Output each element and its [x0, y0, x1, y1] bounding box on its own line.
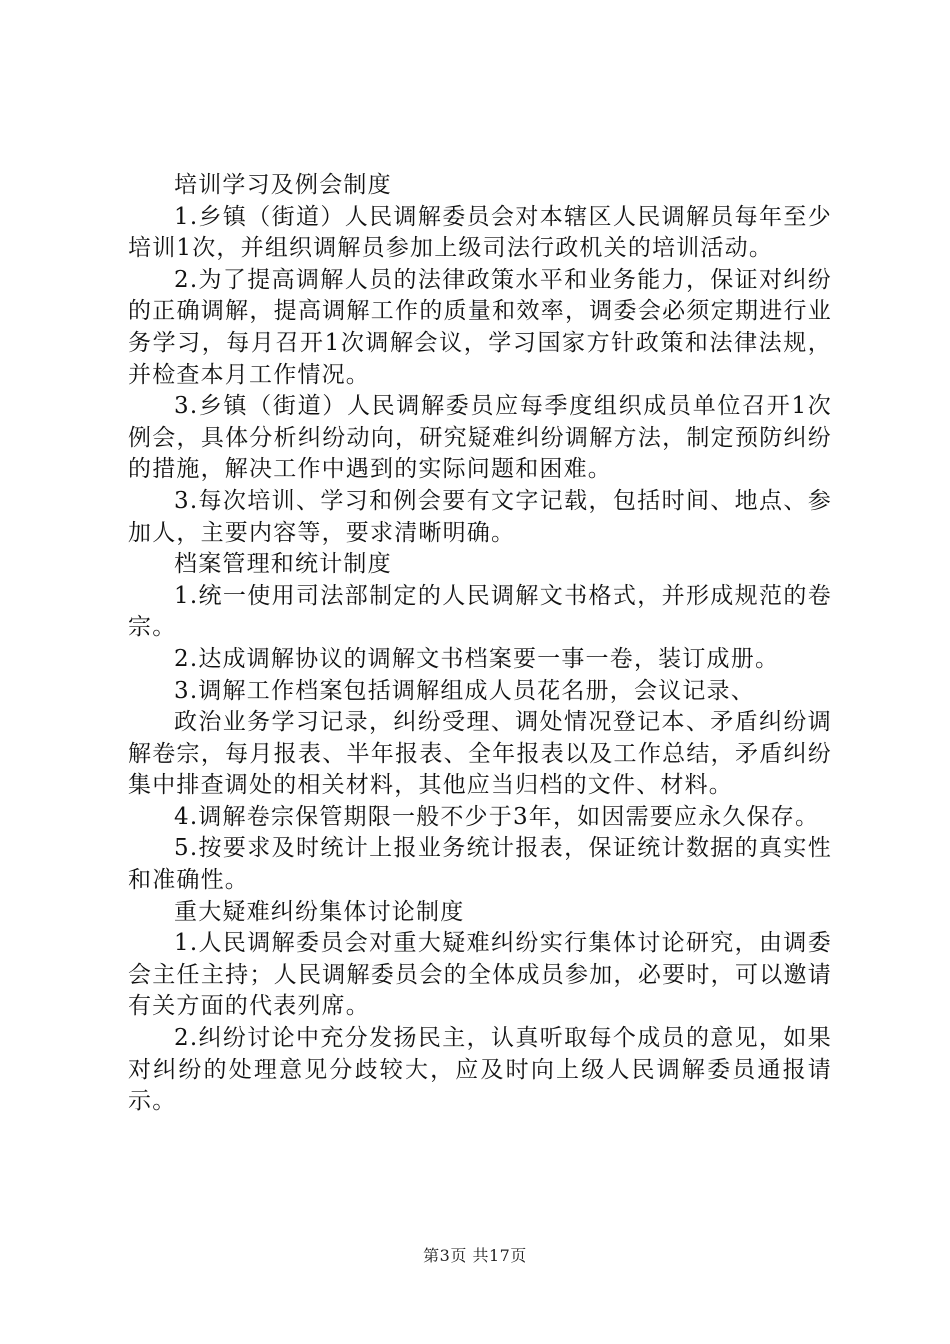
paragraph: 3.调解工作档案包括调解组成人员花名册，会议记录、	[174, 677, 755, 704]
document-body	[128, 170, 832, 1118]
paragraph: 2.达成调解协议的调解文书档案要一事一卷，装订成册。	[174, 645, 780, 672]
paragraph: 5.按要求及时统计上报业务统计报表，保证统计数据的真实性和准确性。	[128, 835, 832, 894]
paragraph: 1.乡镇（街道）人民调解委员会对本辖区人民调解员每年至少培训1次，并组织调解员参加上级司法行政机关的培训活动。	[128, 203, 832, 262]
paragraph: 4.调解卷宗保管期限一般不少于3年，如因需要应永久保存。	[174, 803, 820, 830]
paragraph: 2.为了提高调解人员的法律政策水平和业务能力，保证对纠纷的正确调解，提高调解工作的质量和效率，调委会必须定期进行业务学习，每月召开1次调解会议，学习国家方针政策和法律法规，并检查本月工作情况。	[128, 266, 832, 388]
paragraph: 2.纠纷讨论中充分发扬民主，认真听取每个成员的意见，如果对纠纷的处理意见分歧较大，应及时向上级人民调解委员通报请示。	[128, 1025, 832, 1115]
section-title-training: 培训学习及例会制度	[174, 172, 392, 198]
paragraph: 政治业务学习记录，纠纷受理、调处情况登记本、矛盾纠纷调解卷宗，每月报表、半年报表、全年报表以及工作总结，矛盾纠纷集中排查调处的相关材料，其他应当归档的文件、材料。	[128, 709, 832, 799]
page-number-footer: 第3页 共17页	[423, 1246, 527, 1265]
paragraph: 1.人民调解委员会对重大疑难纠纷实行集体讨论研究，由调委会主任主持；人民调解委员会的全体成员参加，必要时，可以邀请有关方面的代表列席。	[128, 930, 832, 1020]
paragraph: 3.每次培训、学习和例会要有文字记载，包括时间、地点、参加人，主要内容等，要求清晰明确。	[128, 487, 832, 546]
paragraph: 3.乡镇（街道）人民调解委员应每季度组织成员单位召开1次例会，具体分析纠纷动向，研究疑难纠纷调解方法，制定预防纠纷的措施，解决工作中遇到的实际问题和困难。	[128, 393, 832, 483]
section-title-discussion: 重大疑难纠纷集体讨论制度	[174, 898, 465, 925]
section-title-archives: 档案管理和统计制度	[174, 551, 392, 578]
paragraph: 1.统一使用司法部制定的人民调解文书格式，并形成规范的卷宗。	[128, 582, 832, 641]
